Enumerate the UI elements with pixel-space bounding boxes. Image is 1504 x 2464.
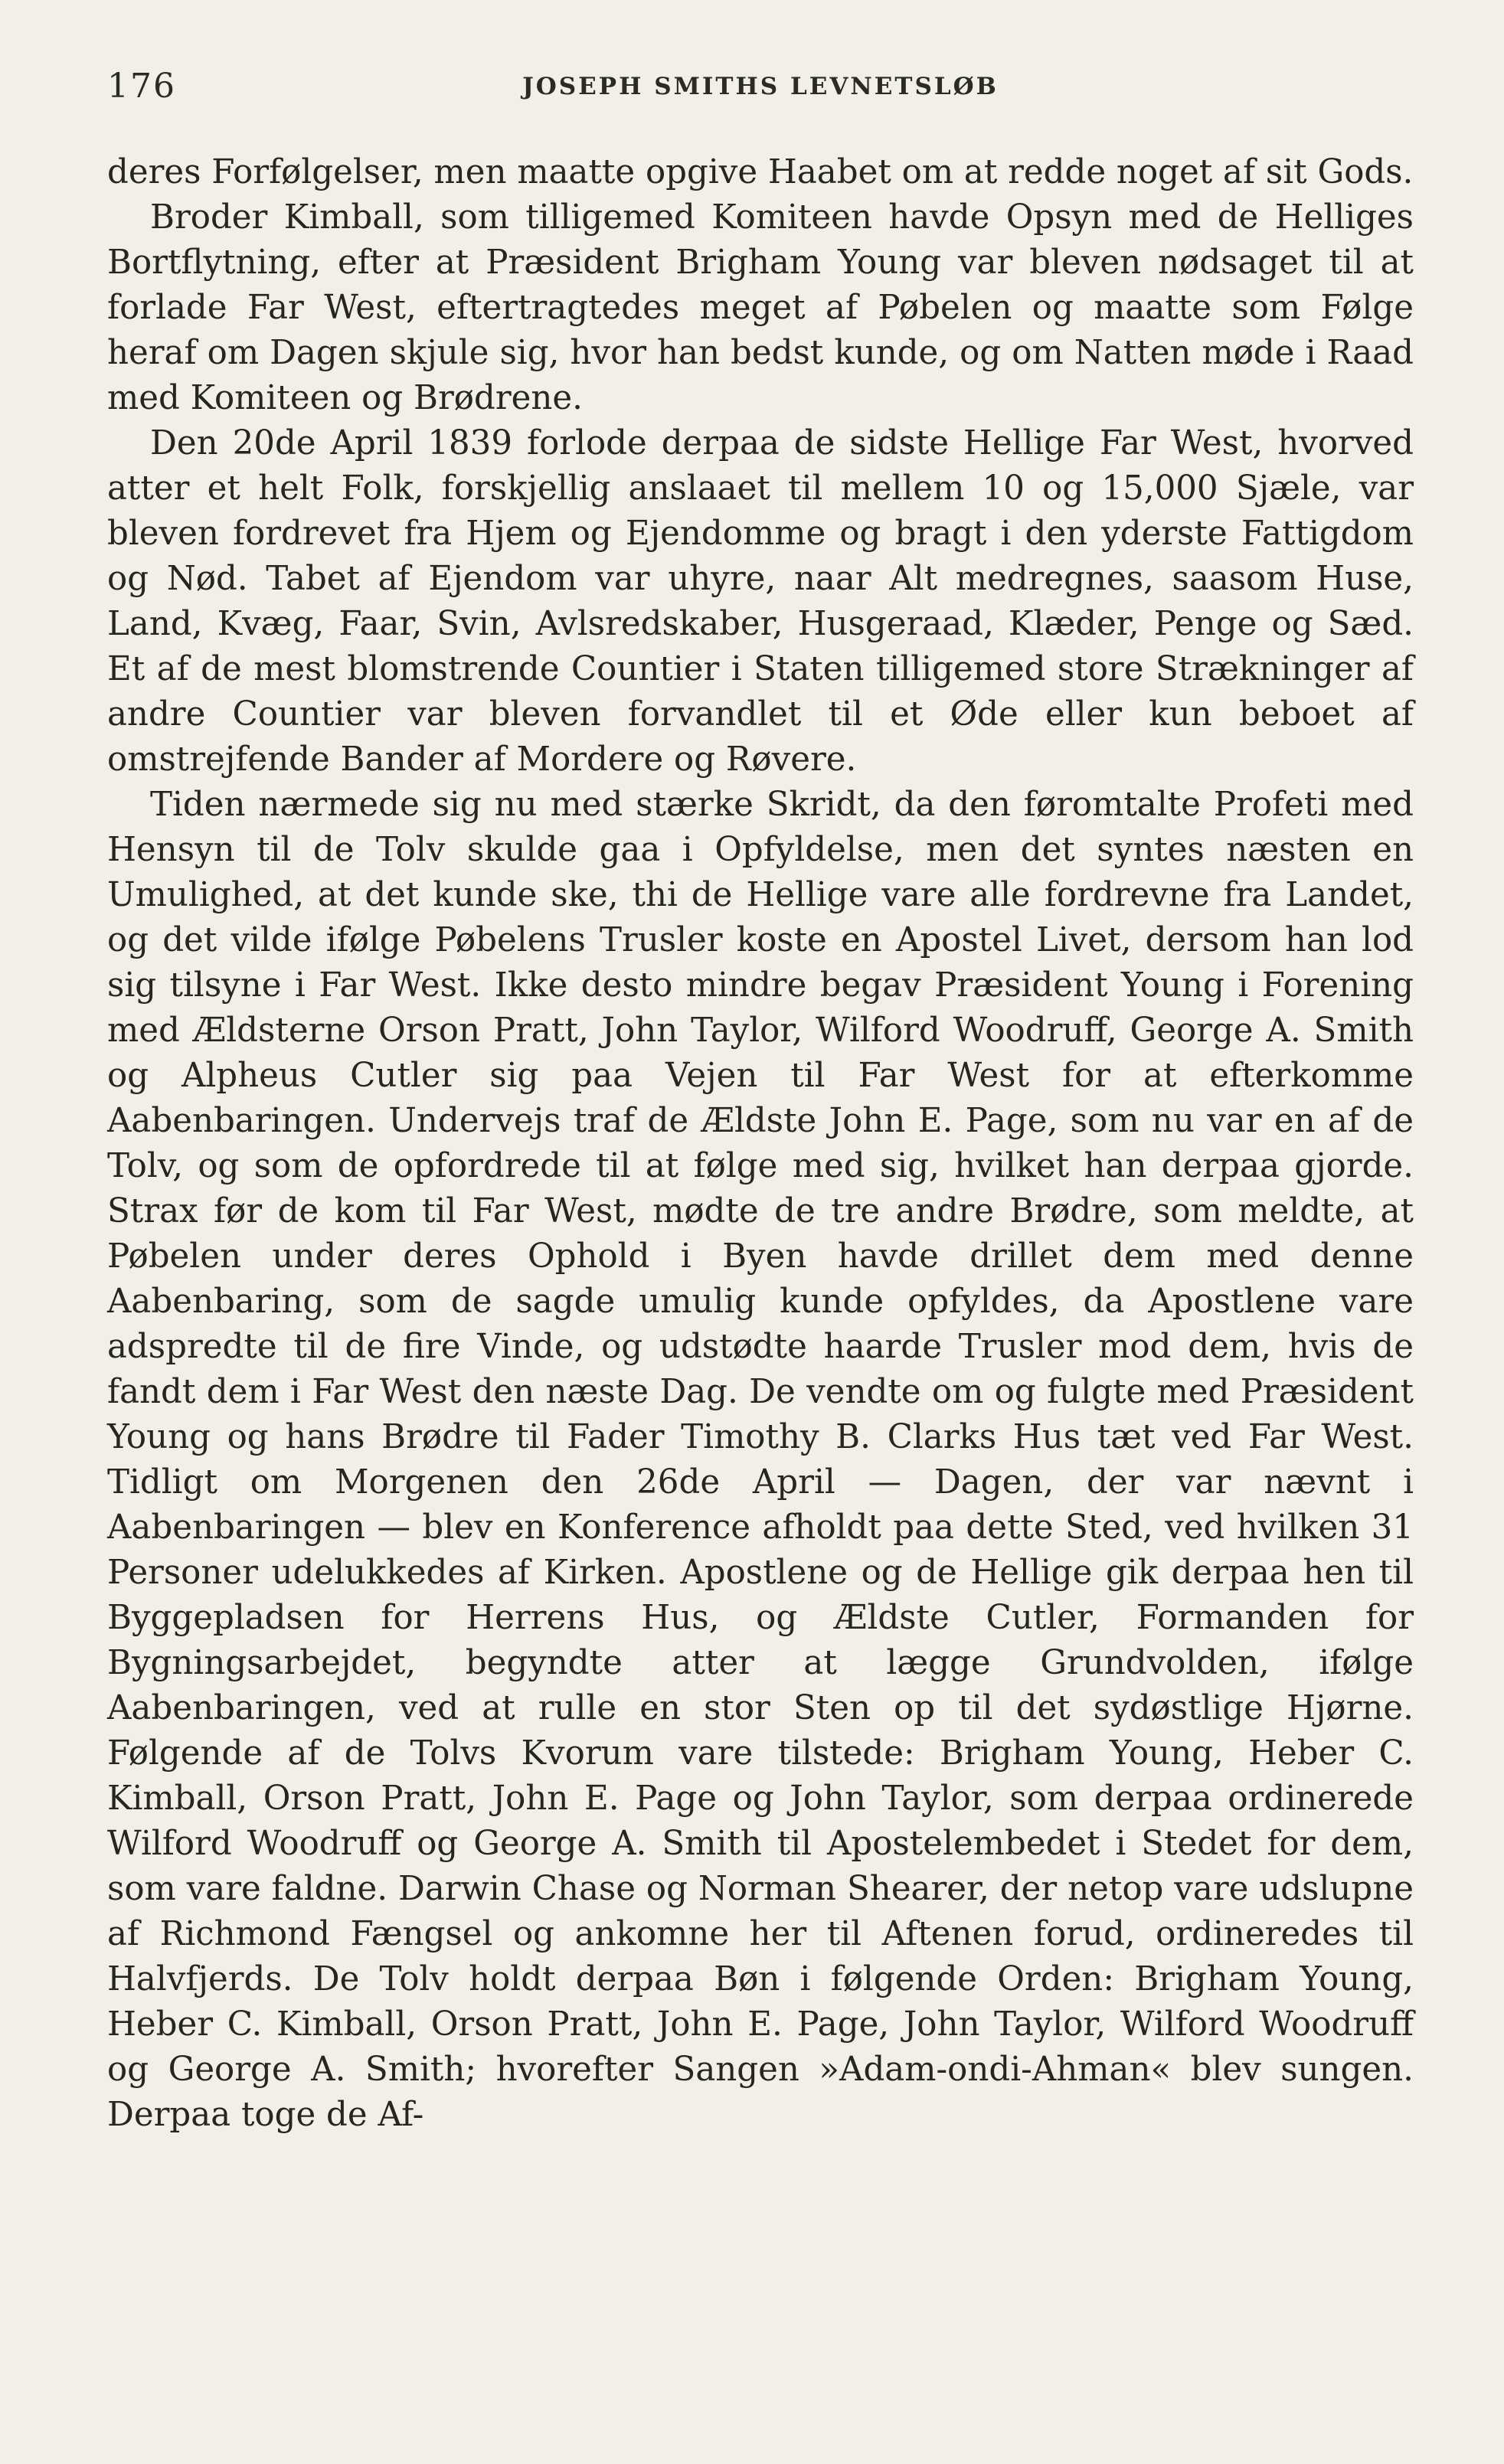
running-head (107, 60, 1414, 121)
page-number: 176 (107, 67, 176, 106)
paragraph-prophecy: Tiden nærmede sig nu med stærke Skridt, da den føromtalte Profeti med Hensyn til de Tolv skulde gaa i Opfyldelse, men det syntes næsten en Umulighed, at det kunde ske, thi de Hellige vare alle fordrevne fra Landet, og det vilde ifølge Pøbelens Trusler koste en Apostel Livet, dersom han lod sig tilsyne i Far West. Ikke desto mindre begav Præsident Young i Forening med Ældsterne Orson Pratt, John Taylor, Wilford Woodruff, George A. Smith og Alpheus Cutler sig paa Vejen til Far West for at efterkomme Aabenbaringen. Undervejs traf de Ældste John E. Page, som nu var en af de Tolv, og som de opfordrede til at følge med sig, hvilket han derpaa gjorde. Strax før de kom til Far West, mødte de tre andre Brødre, som meldte, at Pøbelen under deres Ophold i Byen havde drillet dem med denne Aabenbaring, som de sagde umulig kunde opfyldes, da Apostlene vare adspredte til de fire Vinde, og udstødte haarde Trusler mod dem, hvis de fandt dem i Far West den næste Dag. De vendte om og fulgte med Præsident Young og hans Brødre til Fader Timothy B. Clarks Hus tæt ved Far West. Tidligt om Morgenen den 26de April — Dagen, der var nævnt i Aabenbaringen — blev en Konference afholdt paa dette Sted, ved hvilken 31 Personer udelukkedes af Kirken. Apostlene og de Hellige gik derpaa hen til Byggepladsen for Herrens Hus, og Ældste Cutler, Formanden for Bygningsarbejdet, begyndte atter at lægge Grundvolden, ifølge Aabenbaringen, ved at rulle en stor Sten op til det sydøstlige Hjørne. Følgende af de Tolvs Kvorum vare tilstede: Brigham Young, Heber C. Kimball, Orson Pratt, John E. Page og John Taylor, som derpaa ordinerede Wilford Woodruff og George A. Smith til Apostelembedet i Stedet for dem, som vare faldne. Darwin Chase og Norman Shearer, der netop vare udslupne af Richmond Fængsel og ankomne her til Aftenen forud, ordineredes til Halvfjerds. De Tolv holdt derpaa Bøn i følgende Orden: Brigham Young, Heber C. Kimball, Orson Pratt, John E. Page, John Taylor, Wilford Woodruff og George A. Smith; hvorefter Sangen »Adam-ondi-Ahman« blev sungen. Derpaa toge de Af- (107, 786, 1414, 2134)
paragraph-april-1839: Den 20de April 1839 forlode derpaa de sidste Hellige Far West, hvorved atter et helt Folk, forskjellig anslaaet til mellem 10 og 15,000 Sjæle, var bleven fordrevet fra Hjem og Ejendomme og bragt i den yderste Fattigdom og Nød. Tabet af Ejendom var uhyre, naar Alt medregnes, saasom Huse, Land, Kvæg, Faar, Svin, Avlsredskaber, Husgeraad, Klæder, Penge og Sæd. Et af de mest blomstrende Countier i Staten tilligemed store Strækninger af andre Countier var bleven forvandlet til et Øde eller kun beboet af omstrejfende Bander af Mordere og Røvere. (107, 424, 1414, 779)
paragraph-kimball: Broder Kimball, som tilligemed Komiteen havde Opsyn med de Helliges Bortflytning, efter at Præsident Brigham Young var bleven nødsaget til at forlade Far West, eftertragtedes meget af Pøbelen og maatte som Følge heraf om Dagen skjule sig, hvor han bedst kunde, og om Natten møde i Raad med Komiteen og Brødrene. (107, 198, 1414, 417)
body-text (107, 150, 1414, 2138)
running-title: JOSEPH SMITHS LEVNETSLØB (522, 73, 999, 100)
paragraph-continuation: deres Forfølgelser, men maatte opgive Haabet om at redde noget af sit Gods. (107, 153, 1414, 191)
